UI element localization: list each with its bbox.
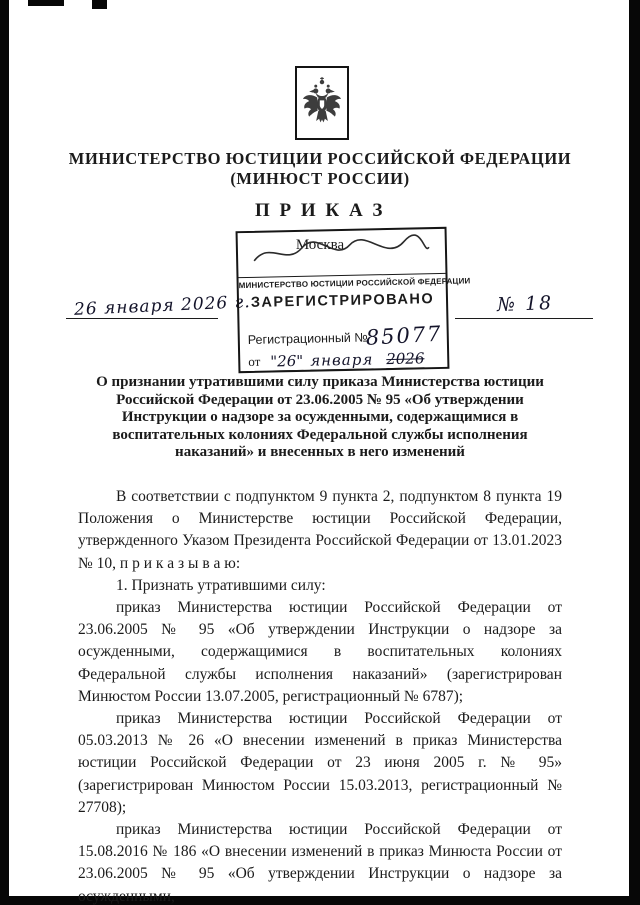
- scan-mark-top-left-1: [28, 0, 64, 6]
- ministry-name-line1: МИНИСТЕРСТВО ЮСТИЦИИ РОССИЙСКОЙ ФЕДЕРАЦИИ: [68, 149, 572, 168]
- scan-edge-left: [0, 0, 9, 905]
- ministry-name-line2: (МИНЮСТ РОССИИ): [230, 169, 410, 188]
- order-date-line: [66, 288, 252, 320]
- scan-edge-right: [629, 0, 640, 905]
- stamp-registered-label: ЗАРЕГИСТРИРОВАНО: [250, 291, 435, 311]
- body-paragraph: 1. Признать утратившими силу:: [116, 576, 326, 594]
- signature-scribble-icon: [248, 233, 434, 271]
- body-paragraph: приказ Министерства юстиции Российской Федерации от 15.08.2016 № 186 «О внесении изменений в приказ Минюста России от 23.06.2005 № 95 «Об утверждении Инструкции о надзоре за осужденными,: [78, 821, 562, 905]
- stamp-date-month: января: [310, 350, 374, 370]
- stamp-date-row: [248, 347, 441, 373]
- order-title: П Р И К А З: [255, 200, 385, 221]
- stamp-date-year: 2026: [386, 349, 425, 369]
- registration-stamp: [236, 227, 471, 373]
- order-number-handwritten: № 18: [496, 292, 554, 316]
- order-number-line: [455, 288, 593, 319]
- scan-mark-top-left-2: [92, 0, 107, 9]
- city-label: Москва: [295, 237, 345, 253]
- stamp-date-day: "26": [270, 351, 304, 371]
- body-paragraph: приказ Министерства юстиции Российской Федерации от 05.03.2013 № 26 «О внесении изменений в приказ Министерства юстиции Российской Федерации от 23 июня 2005 г. № 95» (зарегистрирован Минюстом России 15.03.2013, регистрационный № 27708);: [78, 710, 562, 816]
- order-subject: О признании утратившими силу приказа Министерства юстиции Российской Федерации от 23.06.2005 № 95 «Об утверждении Инструкции о надзоре за осужденными, содержащимися в воспитательных колониях Федеральной службы исполнения наказаний» и внесенных в него изменений: [96, 374, 544, 461]
- stamp-reg-number-handwritten: 85077: [365, 321, 444, 350]
- stamp-reg-number-label: Регистрационный №: [247, 330, 368, 347]
- double-headed-eagle-icon: [300, 72, 344, 134]
- stamp-registration-row: [247, 319, 444, 351]
- body-paragraph: В соответствии с подпунктом 9 пункта 2, подпунктом 8 пункта 19 Положения о Министерстве юстиции Российской Федерации, утвержденного Указом Президента Российской Федерации от 13.01.2023 № 10, п р и к а з ы в а ю:: [78, 488, 562, 572]
- coat-of-arms-box: [295, 66, 349, 140]
- stamp-date-prefix: от: [248, 353, 261, 369]
- body-paragraph: приказ Министерства юстиции Российской Федерации от 23.06.2005 № 95 «Об утверждении Инструкции о надзоре за осужденными, содержащимися в воспитательных колониях Федеральной службы исполнения наказаний» (зарегистрирован Минюстом России 13.07.2005, регистрационный № 6787);: [78, 599, 562, 705]
- order-body: [78, 486, 562, 905]
- order-date-handwritten: 26 января 2026 г.: [73, 292, 252, 320]
- stamp-ministry-label: МИНИСТЕРСТВО ЮСТИЦИИ РОССИЙСКОЙ ФЕДЕРАЦИИ: [238, 276, 471, 291]
